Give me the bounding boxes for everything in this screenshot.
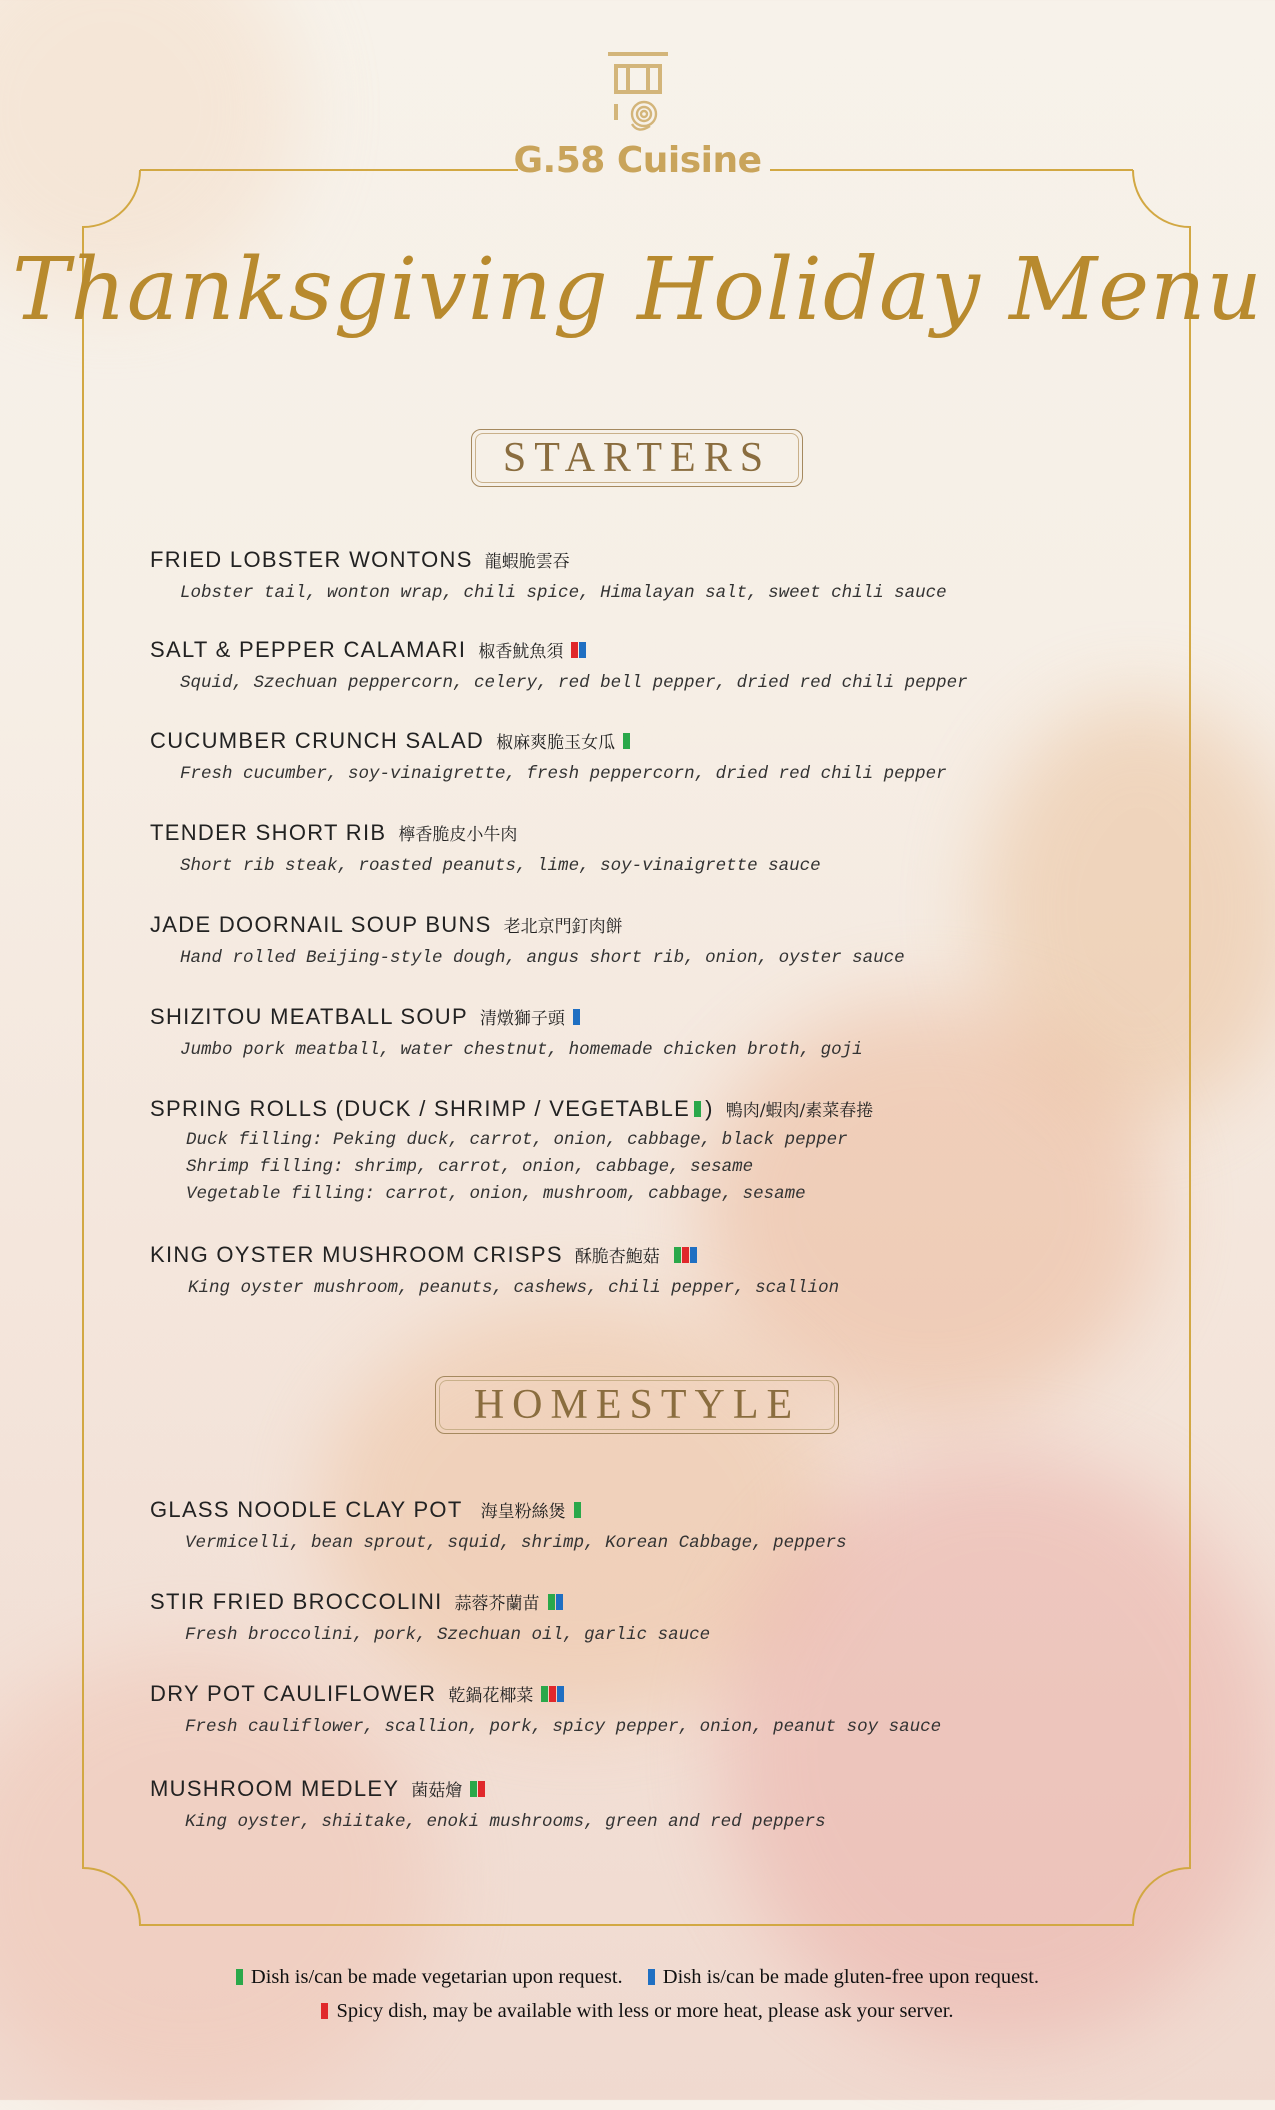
dietary-legend-spicy-row — [0, 2000, 1275, 2023]
dish-name: GLASS NOODLE CLAY POT — [150, 1497, 463, 1522]
dish-chinese-name: 菌菇燴 — [411, 1781, 463, 1801]
dish-chinese-name: 乾鍋花椰菜 — [448, 1686, 534, 1706]
menu-item — [150, 728, 947, 788]
menu-item — [150, 547, 947, 607]
gluten-free-marker-icon — [648, 1969, 655, 1985]
menu-item — [150, 637, 968, 697]
dish-chinese-name: 蒜蓉芥蘭苗 — [454, 1594, 540, 1614]
gluten-free-marker-icon — [573, 1009, 580, 1025]
menu-item — [150, 1242, 839, 1302]
dish-chinese-name: 椒麻爽脆玉女瓜 — [496, 733, 616, 753]
spicy-marker-icon — [321, 2003, 328, 2019]
dish-description: Fresh broccolini, pork, Szechuan oil, garlic sauce — [185, 1625, 711, 1645]
dish-name: TENDER SHORT RIB — [150, 820, 387, 845]
dietary-markers — [541, 1686, 565, 1707]
spicy-marker-icon — [571, 642, 578, 658]
dish-name: JADE DOORNAIL SOUP BUNS — [150, 912, 492, 937]
menu-title: Thanksgiving Holiday Menu — [12, 240, 1263, 340]
dish-description: Jumbo pork meatball, water chestnut, homemade chicken broth, goji — [180, 1040, 863, 1060]
dish-chinese-name: 龍蝦脆雲吞 — [484, 552, 570, 572]
gluten-free-marker-icon — [556, 1594, 563, 1610]
dish-description: Fresh cucumber, soy-vinaigrette, fresh peppercorn, dried red chili pepper — [180, 764, 947, 784]
brand-emblem-icon — [606, 48, 670, 136]
dish-description: Lobster tail, wonton wrap, chili spice, Himalayan salt, sweet chili sauce — [180, 583, 947, 603]
dietary-markers — [694, 1101, 702, 1122]
spicy-marker-icon — [682, 1247, 689, 1263]
menu-item — [150, 1589, 710, 1649]
menu-item — [150, 912, 905, 972]
gluten-free-marker-icon — [579, 642, 586, 658]
dietary-markers — [571, 642, 587, 663]
dietary-legend — [0, 1966, 1275, 1989]
dietary-markers — [470, 1781, 486, 1802]
menu-item — [150, 1776, 826, 1836]
section-heading-starters: STARTERS — [471, 429, 803, 487]
legend-gluten-free — [648, 1966, 1039, 1989]
dish-description-line: Vegetable filling: carrot, onion, mushroom, cabbage, sesame — [186, 1184, 806, 1204]
menu-item — [150, 1096, 873, 1208]
spicy-marker-icon — [549, 1686, 556, 1702]
dish-description: Hand rolled Beijing-style dough, angus short rib, onion, oyster sauce — [180, 948, 905, 968]
dish-name: SHIZITOU MEATBALL SOUP — [150, 1004, 468, 1029]
dietary-markers — [623, 733, 631, 754]
vegetarian-marker-icon — [694, 1101, 701, 1117]
dish-description: Vermicelli, bean sprout, squid, shrimp, Korean Cabbage, peppers — [185, 1533, 847, 1553]
menu-item — [150, 1497, 847, 1557]
brand-logo — [0, 48, 1275, 181]
dietary-markers — [573, 1009, 581, 1030]
dish-chinese-name: 椒香魷魚須 — [478, 642, 564, 662]
dish-name: KING OYSTER MUSHROOM CRISPS — [150, 1242, 563, 1267]
dish-description-line: Shrimp filling: shrimp, carrot, onion, cabbage, sesame — [186, 1157, 754, 1177]
gluten-free-marker-icon — [557, 1686, 564, 1702]
spicy-marker-icon — [478, 1781, 485, 1797]
dietary-markers — [674, 1247, 698, 1268]
legend-vegetarian — [236, 1966, 623, 1989]
brand-name: G.58 Cuisine — [513, 140, 762, 181]
dish-chinese-name: 酥脆杏鮑菇 — [574, 1247, 660, 1267]
section-heading-homestyle: HOMESTYLE — [435, 1376, 839, 1434]
legend-gluten-free-text: Dish is/can be made gluten-free upon request. — [662, 1966, 1040, 1988]
vegetarian-marker-icon — [574, 1502, 581, 1518]
vegetarian-marker-icon — [548, 1594, 555, 1610]
menu-item — [150, 1681, 941, 1741]
dish-description: Fresh cauliflower, scallion, pork, spicy pepper, onion, peanut soy sauce — [185, 1717, 942, 1737]
dish-description: King oyster mushroom, peanuts, cashews, chili pepper, scallion — [188, 1278, 840, 1298]
vegetarian-marker-icon — [623, 733, 630, 749]
dish-name: SPRING ROLLS (DUCK / SHRIMP / VEGETABLE — [150, 1096, 691, 1121]
dish-name: STIR FRIED BROCCOLINI — [150, 1589, 443, 1614]
dish-name: CUCUMBER CRUNCH SALAD — [150, 728, 485, 753]
legend-spicy — [321, 2000, 953, 2023]
menu-item — [150, 1004, 863, 1064]
dish-description-line: Duck filling: Peking duck, carrot, onion, cabbage, black pepper — [186, 1130, 848, 1150]
dish-chinese-name: 鴨肉/蝦肉/素菜春捲 — [725, 1101, 874, 1121]
dish-description — [150, 1127, 873, 1208]
vegetarian-marker-icon — [674, 1247, 681, 1263]
vegetarian-marker-icon — [541, 1686, 548, 1702]
dish-chinese-name: 海皇粉絲煲 — [480, 1502, 566, 1522]
dietary-markers — [548, 1594, 564, 1615]
vegetarian-marker-icon — [470, 1781, 477, 1797]
dish-description: King oyster, shiitake, enoki mushrooms, green and red peppers — [185, 1812, 826, 1832]
dish-chinese-name: 老北京門釘肉餅 — [503, 917, 623, 937]
dietary-markers — [574, 1502, 582, 1523]
dish-name: SALT & PEPPER CALAMARI — [150, 637, 467, 662]
dish-name: MUSHROOM MEDLEY — [150, 1776, 400, 1801]
dish-description: Squid, Szechuan peppercorn, celery, red bell pepper, dried red chili pepper — [180, 673, 968, 693]
legend-vegetarian-text: Dish is/can be made vegetarian upon request. — [250, 1966, 623, 1988]
dish-name-suffix: ) — [705, 1096, 714, 1121]
dish-chinese-name: 清燉獅子頭 — [479, 1009, 565, 1029]
vegetarian-marker-icon — [236, 1969, 243, 1985]
menu-item — [150, 820, 821, 880]
dish-name: FRIED LOBSTER WONTONS — [150, 547, 473, 572]
legend-spicy-text: Spicy dish, may be available with less or more heat, please ask your server. — [336, 2000, 954, 2022]
dish-name: DRY POT CAULIFLOWER — [150, 1681, 437, 1706]
dish-chinese-name: 檸香脆皮小牛肉 — [398, 825, 518, 845]
gluten-free-marker-icon — [690, 1247, 697, 1263]
dish-description: Short rib steak, roasted peanuts, lime, soy-vinaigrette sauce — [180, 856, 821, 876]
